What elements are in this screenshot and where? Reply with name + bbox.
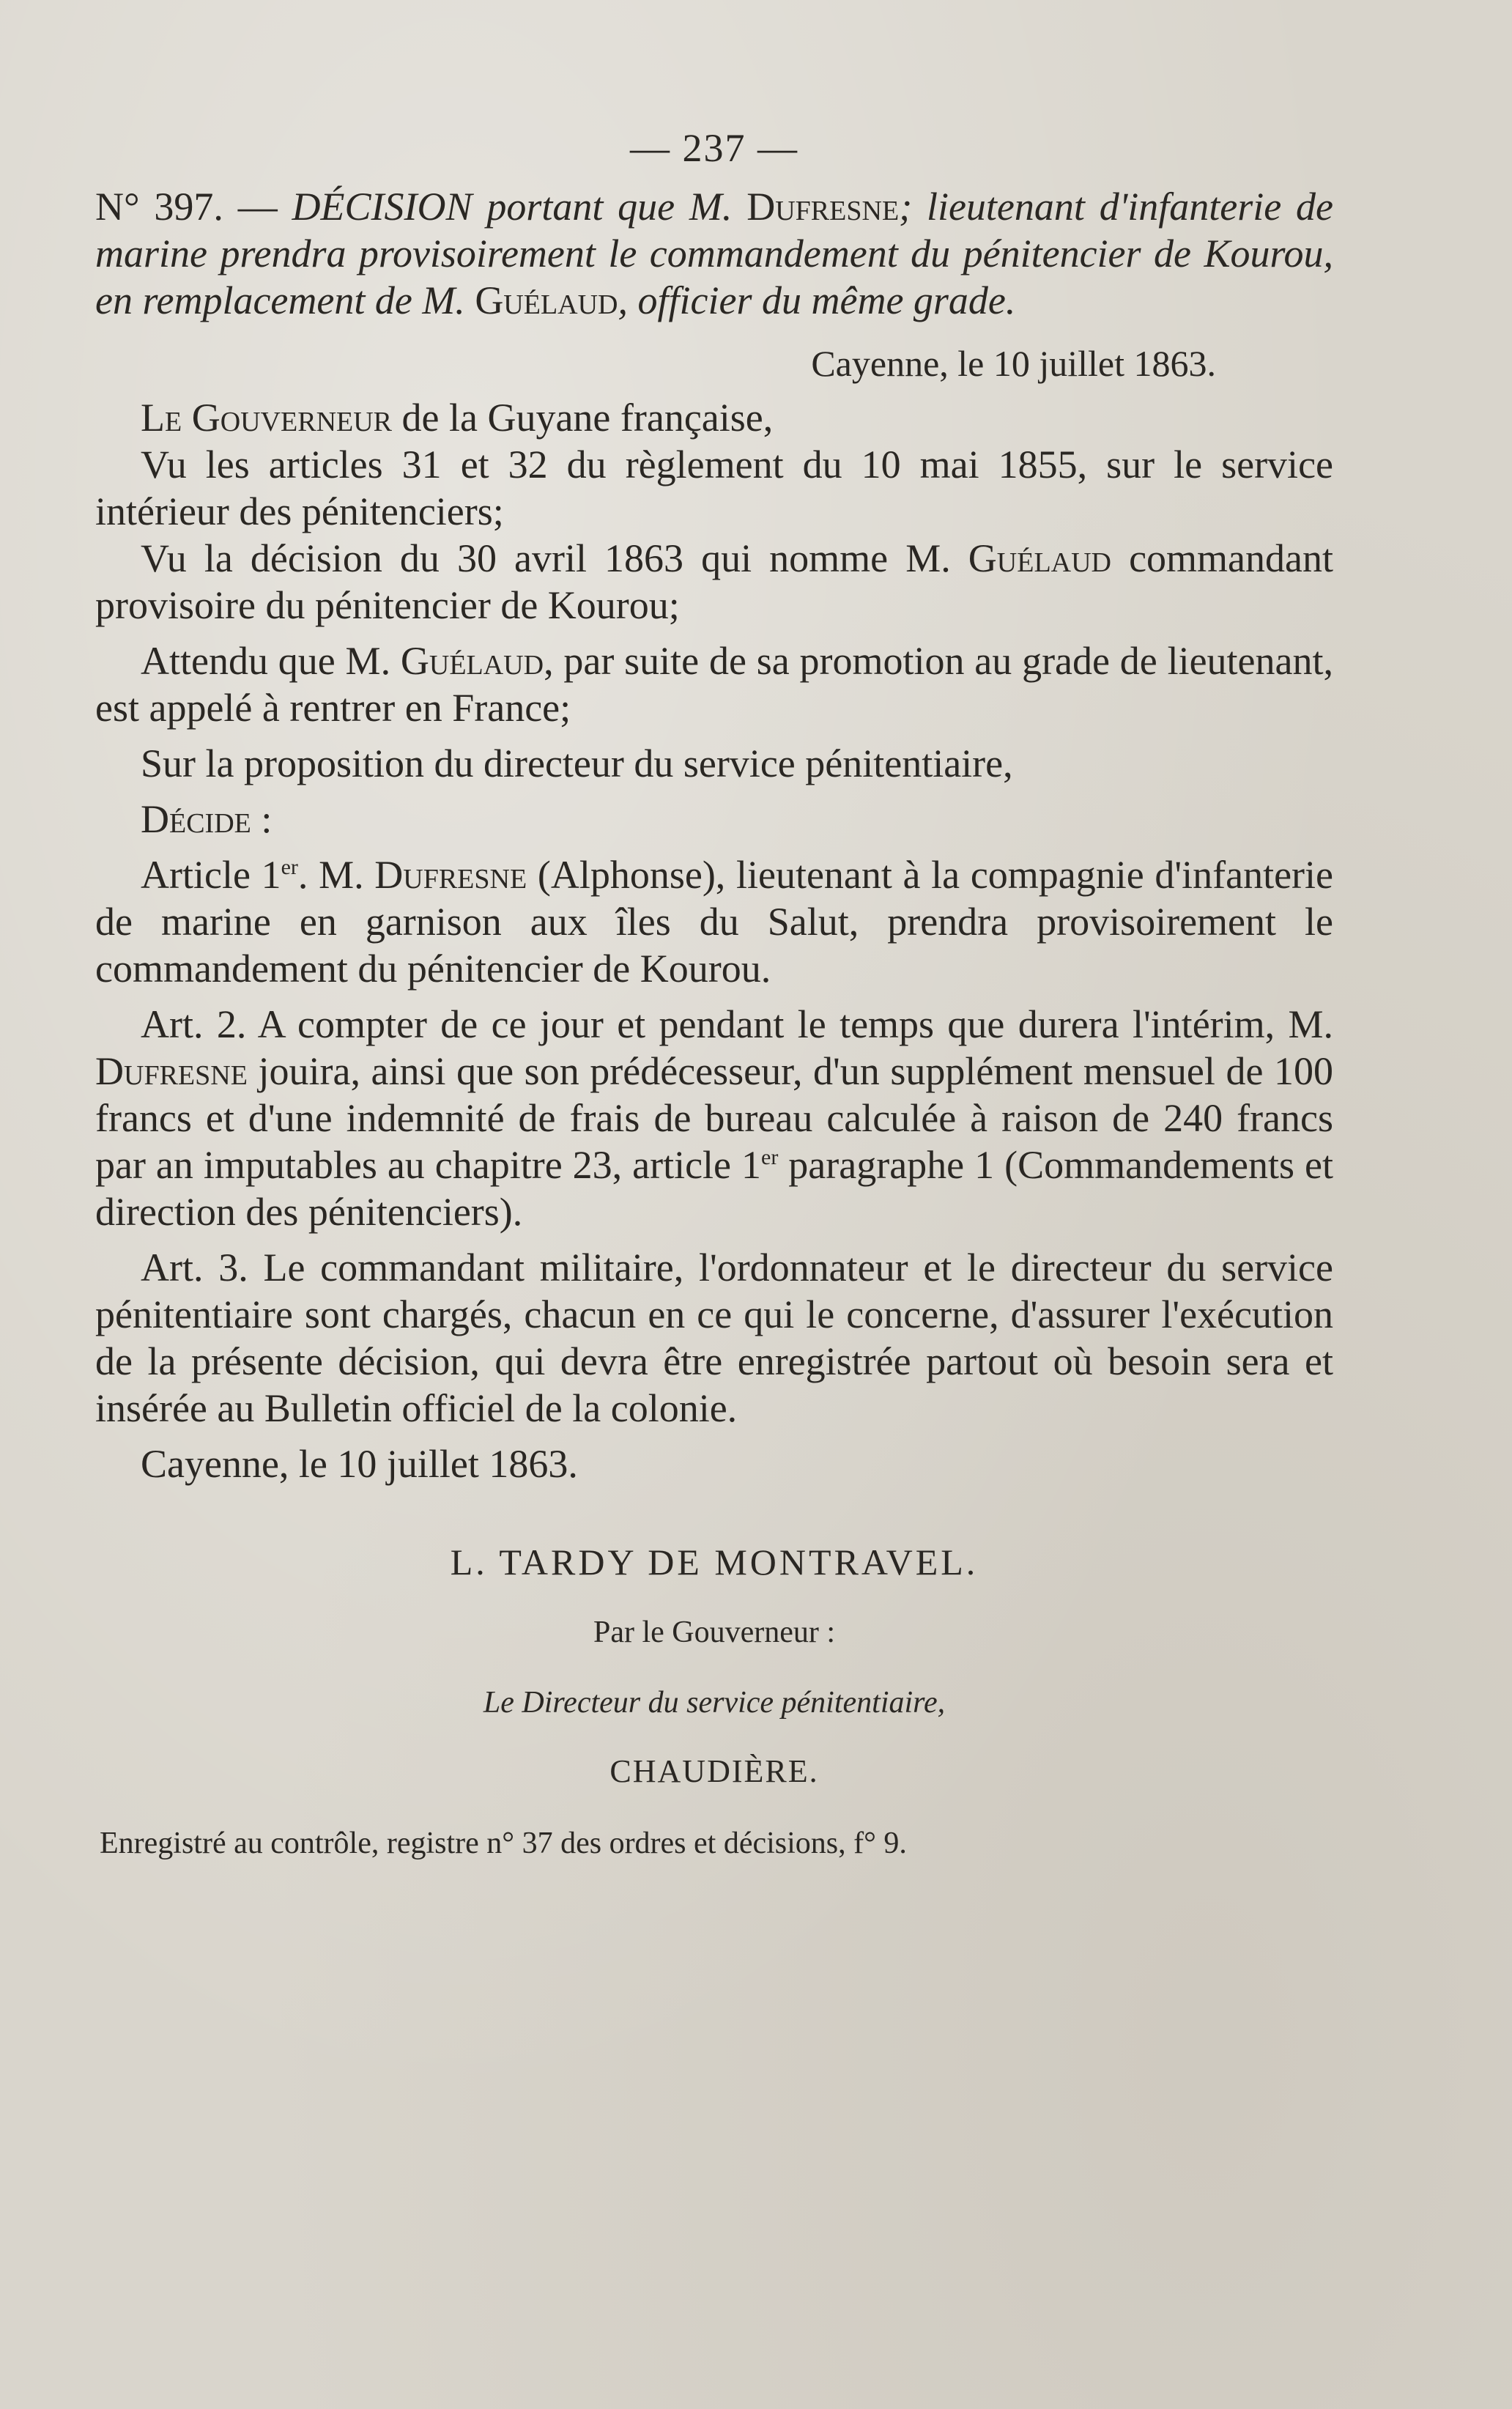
authority-line (95, 394, 1333, 441)
director-name: CHAUDIÈRE. (609, 1753, 819, 1789)
heading-title-b: ; lieutenant d'infanterie de marine prendra provisoirement le commandement du pénitencier de Kourou, en remplacement de M. (95, 185, 1333, 322)
article-1-label: Article 1 (141, 853, 281, 897)
article-2 (95, 1001, 1333, 1235)
article-2-c: paragraphe 1 (Commandements et direction des pénitenciers). (95, 1143, 1333, 1234)
consideration-3-name: Guélaud (400, 639, 544, 683)
article-1-b: (Alphonse), lieutenant à la compagnie d'infanterie de marine en garnison aux îles du Salut, prendra provisoirement le commandement du pénitencier de Kourou. (95, 853, 1333, 991)
consideration-3-a: Attendu que M. (141, 639, 401, 683)
consideration-4: Sur la proposition du directeur du service pénitentiaire, (141, 741, 1013, 785)
decision-heading (95, 183, 1333, 324)
article-1-sup: er (281, 855, 298, 879)
article-1 (95, 851, 1333, 992)
article-2-name: Dufresne (95, 1049, 248, 1093)
closing-date: Cayenne, le 10 juillet 1863. (141, 1442, 578, 1486)
registration-note: Enregistré au contrôle, registre n° 37 des ordres et décisions, f° 9. (100, 1827, 907, 1860)
heading-name-dufresne: Dufresne (746, 185, 900, 229)
consideration-3 (95, 637, 1333, 731)
consideration-1: Vu les articles 31 et 32 du règlement du 10 mai 1855, sur le service intérieur des pénitenciers; (95, 443, 1333, 533)
authority-name: Le Gouverneur (141, 396, 393, 440)
consideration-2-b: commandant provisoire du pénitencier de Kourou; (95, 536, 1333, 627)
article-3: Art. 3. Le commandant militaire, l'ordonnateur et le directeur du service pénitentiaire sont chargés, chacun en ce qui le concerne, d'assurer l'exécution de la présente décision, qui devra être enregistrée partout où besoin sera et insérée au Bulletin officiel de la colonie. (95, 1246, 1333, 1430)
director-title: Le Directeur du service pénitentiaire, (483, 1686, 946, 1720)
decision-number: N° 397. — (95, 185, 292, 229)
decide-label: Décide : (141, 797, 273, 841)
consideration-2-a: Vu la décision du 30 avril 1863 qui nomme M. (141, 536, 968, 580)
heading-title-c: , officier du même grade. (618, 278, 1016, 322)
article-2-b: jouira, ainsi que son prédécesseur, d'un supplément mensuel de 100 francs et d'une indemnité de frais de bureau calculée à raison de 240 francs par an imputables au chapitre 23, article 1 (95, 1049, 1333, 1187)
consideration-3-b: , par suite de sa promotion au grade de lieutenant, est appelé à rentrer en France; (95, 639, 1333, 730)
heading-name-guelaud: Guélaud (475, 278, 618, 322)
article-2-sup: er (761, 1145, 779, 1169)
article-1-a: . M. (297, 853, 375, 897)
consideration-2-name: Guélaud (968, 536, 1111, 580)
date-line: Cayenne, le 10 juillet 1863. (811, 343, 1216, 384)
article-1-name: Dufresne (374, 853, 527, 897)
text-block (95, 125, 1333, 1867)
heading-title-a: DÉCISION portant que M. (292, 185, 747, 229)
consideration-2 (95, 535, 1333, 629)
par-le-gouverneur: Par le Gouverneur : (593, 1616, 836, 1649)
authority-rest: de la Guyane française, (392, 396, 774, 440)
governor-signature: L. TARDY DE MONTRAVEL. (450, 1542, 979, 1583)
page-number: — 237 — (630, 126, 798, 170)
article-2-a: Art. 2. A compter de ce jour et pendant le temps que durera l'intérim, M. (141, 1002, 1333, 1046)
